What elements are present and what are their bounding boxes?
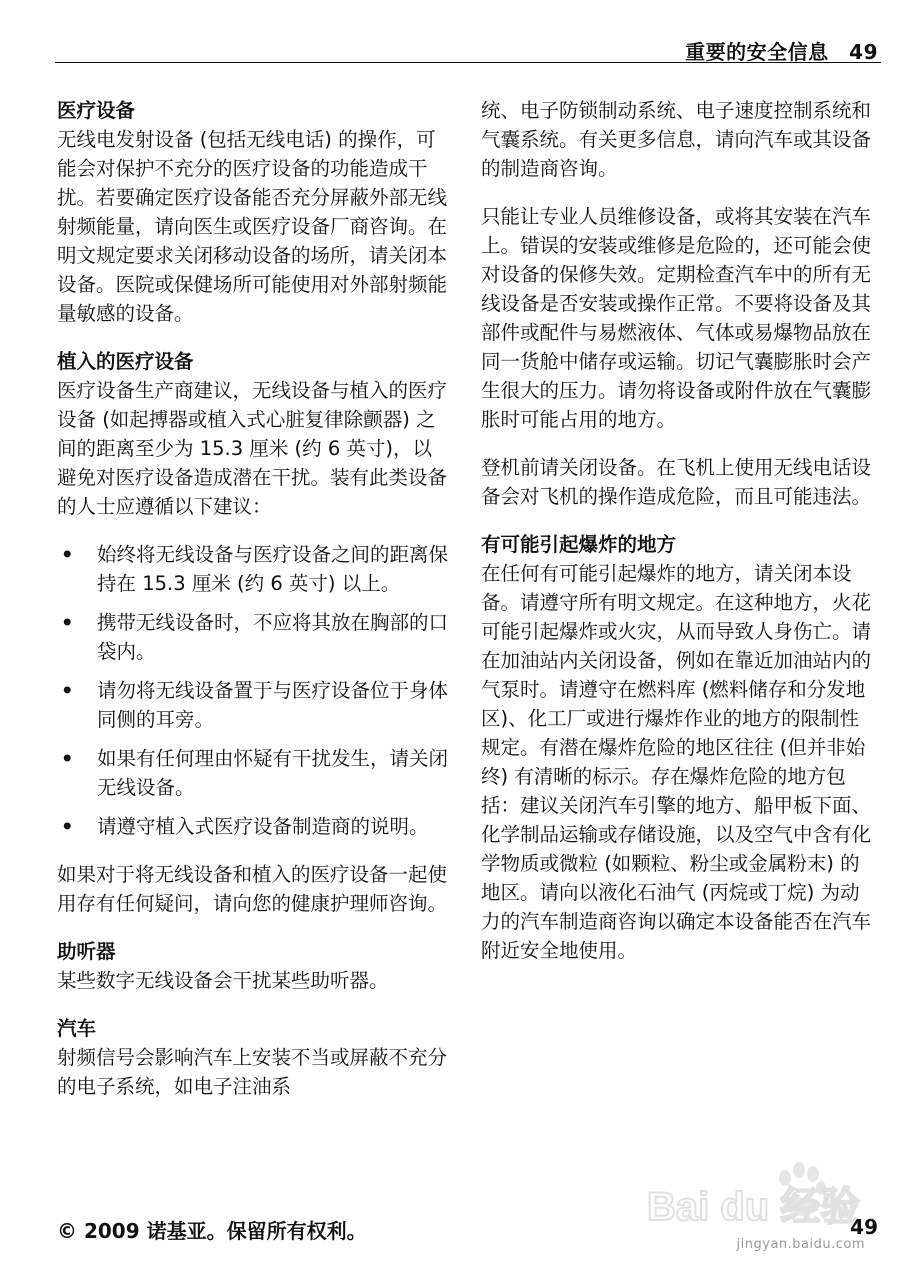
bullet-icon: •: [61, 679, 74, 702]
list-item-text: 如果有任何理由怀疑有干扰发生，请关闭无线设备。: [97, 747, 449, 799]
list-item: [57, 608, 449, 666]
list-item-text: 请遵守植入式医疗设备制造商的说明。: [97, 815, 429, 838]
bullet-icon: •: [61, 815, 74, 838]
paragraph-hearing: 某些数字无线设备会干扰某些助听器。: [57, 969, 389, 992]
paragraph-implanted: 医疗设备生产商建议，无线设备与植入的医疗设备 (如起搏器或植入式心脏复律除颤器) 之间的距离至少为 15.3 厘米 (约 6 英寸)，以避免对医疗设备造成潜在干扰。装有此类设备的人士应遵循以下建议：: [57, 379, 448, 518]
section-heading-hearing: 助听器: [57, 940, 116, 963]
watermark-url: jingyan.baidu.com: [736, 1237, 865, 1252]
header-divider: [55, 62, 881, 63]
section-heading-vehicle: 汽车: [57, 1017, 97, 1040]
paragraph-service: 只能让专业人员维修设备，或将其安装在汽车上。错误的安装或维修是危险的，还可能会使对设备的保修失效。定期检查汽车中的所有无线设备是否安装或操作正常。不要将设备及其部件或配件与易燃液体、气体或易爆物品放在同一货舱中储存或运输。切记气囊膨胀时会产生很大的压力。请勿将设备或附件放在气囊膨胀时可能占用的地方。: [481, 205, 872, 431]
paragraph-implanted-followup: 如果对于将无线设备和植入的医疗设备一起使用存有任何疑问，请向您的健康护理师咨询。: [57, 863, 448, 915]
list-item: [57, 744, 449, 802]
running-header: 重要的安全信息 49: [685, 40, 878, 64]
left-column: [57, 96, 449, 1120]
section-heading-implanted: 植入的医疗设备: [57, 350, 194, 373]
bullet-icon: •: [61, 543, 74, 566]
section-heading-medical: 医疗设备: [57, 99, 136, 122]
section-heading-explosive: 有可能引起爆炸的地方: [481, 533, 677, 556]
paragraph-medical: 无线电发射设备 (包括无线电话) 的操作，可能会对保护不充分的医疗设备的功能造成干扰。若要确定医疗设备能否充分屏蔽外部无线射频能量，请向医生或医疗设备厂商咨询。在明文规定要求关闭移动设备的场所，请关闭本设备。医院或保健场所可能使用对外部射频能量敏感的设备。: [57, 128, 448, 325]
bullet-icon: •: [61, 747, 74, 770]
bullet-icon: •: [61, 611, 74, 634]
list-item: [57, 540, 449, 598]
list-item-text: 携带无线设备时，不应将其放在胸部的口袋内。: [97, 611, 449, 663]
recommendation-list: [57, 540, 449, 841]
list-item: [57, 676, 449, 734]
paragraph-vehicle-continued: 统、电子防锁制动系统、电子速度控制系统和气囊系统。有关更多信息，请向汽车或其设备的制造商咨询。: [481, 99, 872, 180]
list-item-text: 始终将无线设备与医疗设备之间的距离保持在 15.3 厘米 (约 6 英寸) 以上。: [97, 543, 449, 595]
footer-page-number: 49: [850, 1215, 878, 1239]
paragraph-aircraft: 登机前请关闭设备。在飞机上使用无线电话设备会对飞机的操作造成危险，而且可能违法。: [481, 456, 872, 508]
list-item: [57, 812, 449, 841]
footer-copyright: © 2009 诺基亚。保留所有权利。: [57, 1219, 367, 1243]
paragraph-explosive: 在任何有可能引起爆炸的地方，请关闭本设备。请遵守所有明文规定。在这种地方，火花可能引起爆炸或火灾，从而导致人身伤亡。请在加油站内关闭设备，例如在靠近加油站内的气泵时。请遵守在燃料库 (燃料储存和分发地区)、化工厂或进行爆炸作业的地方的限制性规定。有潜在爆炸危险的地区往往 (但并非始终) 有清晰的标示。存在爆炸危险的地方包括：建议关闭汽车引擎的地方、船甲板下面、化学制品运输或存储设施，以及空气中含有化学物质或微粒 (如颗粒、粉尘或金属粉末) 的地区。请向以液化石油气 (丙烷或丁烷) 为动力的汽车制造商咨询以确定本设备能否在汽车附近安全地使用。: [481, 562, 872, 962]
baidu-jingyan-watermark: [645, 1150, 875, 1250]
paragraph-vehicle: 射频信号会影响汽车上安装不当或屏蔽不充分的电子系统，如电子注油系: [57, 1046, 448, 1098]
right-column: [481, 96, 873, 984]
watermark-brand: Bai du 经验: [647, 1185, 861, 1229]
list-item-text: 请勿将无线设备置于与医疗设备位于身体同侧的耳旁。: [97, 679, 449, 731]
